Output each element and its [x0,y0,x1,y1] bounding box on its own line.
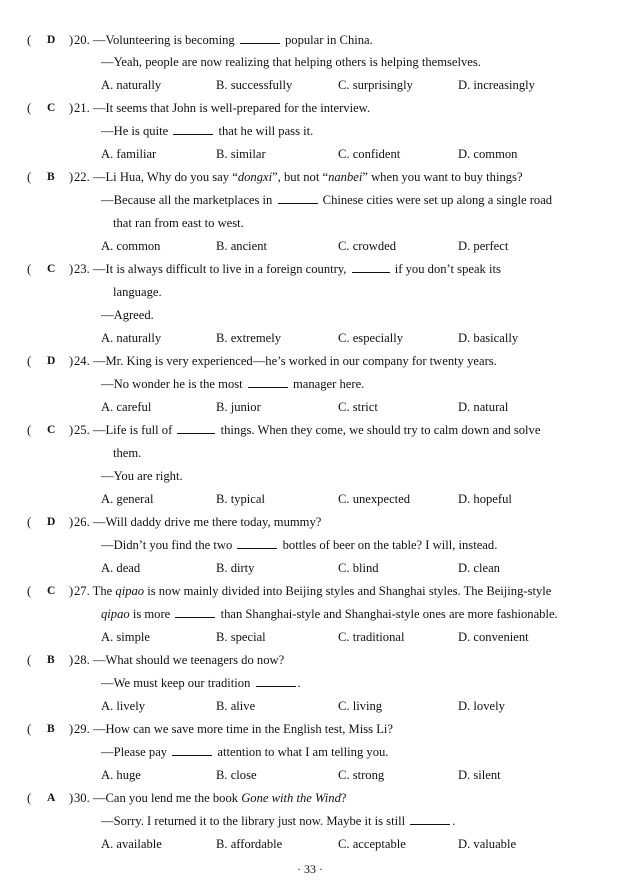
option-a: A. dead [101,561,141,575]
answer-22: B [47,171,55,183]
option-d: D. silent [458,768,501,782]
option-d: D. hopeful [458,492,512,506]
answer-27: C [47,585,56,597]
option-c: C. confident [338,147,401,161]
answer-28: B [47,654,55,666]
question-29-line-2: —Please pay attention to what I am telling you. [101,745,389,759]
option-d: D. convenient [458,630,529,644]
option-b: B. typical [216,492,265,506]
option-c: C. acceptable [338,837,406,851]
option-c: C. especially [338,331,404,345]
option-b: B. junior [216,400,261,414]
answer-26: D [47,516,56,528]
option-a: A. naturally [101,78,162,92]
option-d: D. common [458,147,518,161]
question-25-line-2: them. [113,446,142,460]
question-23-line-2: language. [113,285,162,299]
option-b: B. similar [216,147,266,161]
option-b: B. dirty [216,561,255,575]
answer-21: C [47,102,56,114]
option-d: D. basically [458,331,519,345]
option-a: A. careful [101,400,152,414]
question-22-line-2: —Because all the marketplaces in Chinese cities were set up along a single road [101,193,553,207]
option-a: A. naturally [101,331,162,345]
option-d: D. clean [458,561,500,575]
option-d: D. lovely [458,699,505,713]
question-22-line-3: that ran from east to west. [113,216,244,230]
option-c: C. living [338,699,383,713]
question-26-line-2: —Didn’t you find the two bottles of beer on the table? I will, instead. [101,538,498,552]
option-a: A. available [101,837,162,851]
answer-30: A [47,792,56,804]
answer-20: D [47,34,56,46]
option-d: D. perfect [458,239,509,253]
option-a: A. simple [101,630,150,644]
page-number: · 33 · [297,862,323,876]
option-b: B. close [216,768,257,782]
option-c: C. traditional [338,630,405,644]
option-c: C. surprisingly [338,78,413,92]
question-23-line-3: —Agreed. [101,308,154,322]
option-c: C. crowded [338,239,397,253]
worksheet-page: ( D ) 20. —Volunteering is becoming popular in China. —Yeah, people are now realizing that helping others is helping themselves. A. naturally B. successfully C. surprisingly D. increasingly ( C ) 21. —It seems that John is well-prepared for the interview. —He is quite that he will pass it. A. familiar B. similar C. confident D. common ( B ) 22. —Li Hua, Why do you say “dongxi”, but not “nanbei” when you want to buy things? —Because all the marketplaces in Chinese cities were set up along a single road that ran from east to west. A. common B. ancient C. crowded D. perfect ( C ) 23. —It is always difficult to live in a foreign country, if you don’t speak its language. —Agreed. A. naturally B. extremely C. especially D. basically ( D ) 24. —Mr. King is very experienced—he’s worked in our company for twenty years. —No wonder he is the most manager here. A. careful B. junior C. strict D. natural ( C ) 25. —Life is full of things. When they come, we should try to calm down and solve them. —You are right. A. general B. typical C. unexpected D. hopeful ( D ) 26. —Will daddy drive me there today, mummy? —Didn’t you find the two bottles of beer on the table? I will, instead. A. dead B. dirty C. blind D. clean ( C ) 27. The qipao is now mainly divided into Beijing styles and Shanghai styles. The Beijing-style qipao is more than Shanghai-style and Shanghai-style ones are more fashionable. A. simple B. special C. traditional D. convenient ( B ) 28. —What should we teenagers do now? —We must keep our tradition . A. lively B. alive C. living D. lovely ( B ) 29. —How can we save more time in the English test, Miss Li? —Please pay attention to what I am telling you. A. huge B. close C. strong D. silent ( A ) 30. —Can you lend me the book Gone with the Wind? —Sorry. I returned it to the library just now. Maybe it is still . A. available B. affordable C. acceptable D. valuable · 33 · [0,0,620,894]
answer-25: C [47,424,56,436]
question-24-line-2: —No wonder he is the most manager here. [101,377,365,391]
option-a: A. general [101,492,154,506]
option-a: A. common [101,239,161,253]
answer-24: D [47,355,56,367]
answer-29: B [47,723,55,735]
option-d: D. valuable [458,837,517,851]
question-20-line-2: —Yeah, people are now realizing that helping others is helping themselves. [101,55,481,69]
option-c: C. strict [338,400,378,414]
question-30-line-2: —Sorry. I returned it to the library just now. Maybe it is still . [101,814,456,828]
option-d: D. increasingly [458,78,535,92]
option-a: A. familiar [101,147,157,161]
option-b: B. affordable [216,837,283,851]
answer-23: C [47,263,56,275]
option-c: C. strong [338,768,385,782]
question-25-line-3: —You are right. [101,469,183,483]
option-c: C. blind [338,561,379,575]
option-b: B. successfully [216,78,293,92]
question-28-line-2: —We must keep our tradition . [101,676,301,690]
question-21-line-2: —He is quite that he will pass it. [101,124,314,138]
option-d: D. natural [458,400,509,414]
option-a: A. huge [101,768,141,782]
option-b: B. special [216,630,266,644]
option-b: B. alive [216,699,256,713]
question-27-line-2: qipao is more than Shanghai-style and Shanghai-style ones are more fashionable. [101,607,558,621]
option-b: B. extremely [216,331,282,345]
option-a: A. lively [101,699,146,713]
option-c: C. unexpected [338,492,411,506]
option-b: B. ancient [216,239,268,253]
